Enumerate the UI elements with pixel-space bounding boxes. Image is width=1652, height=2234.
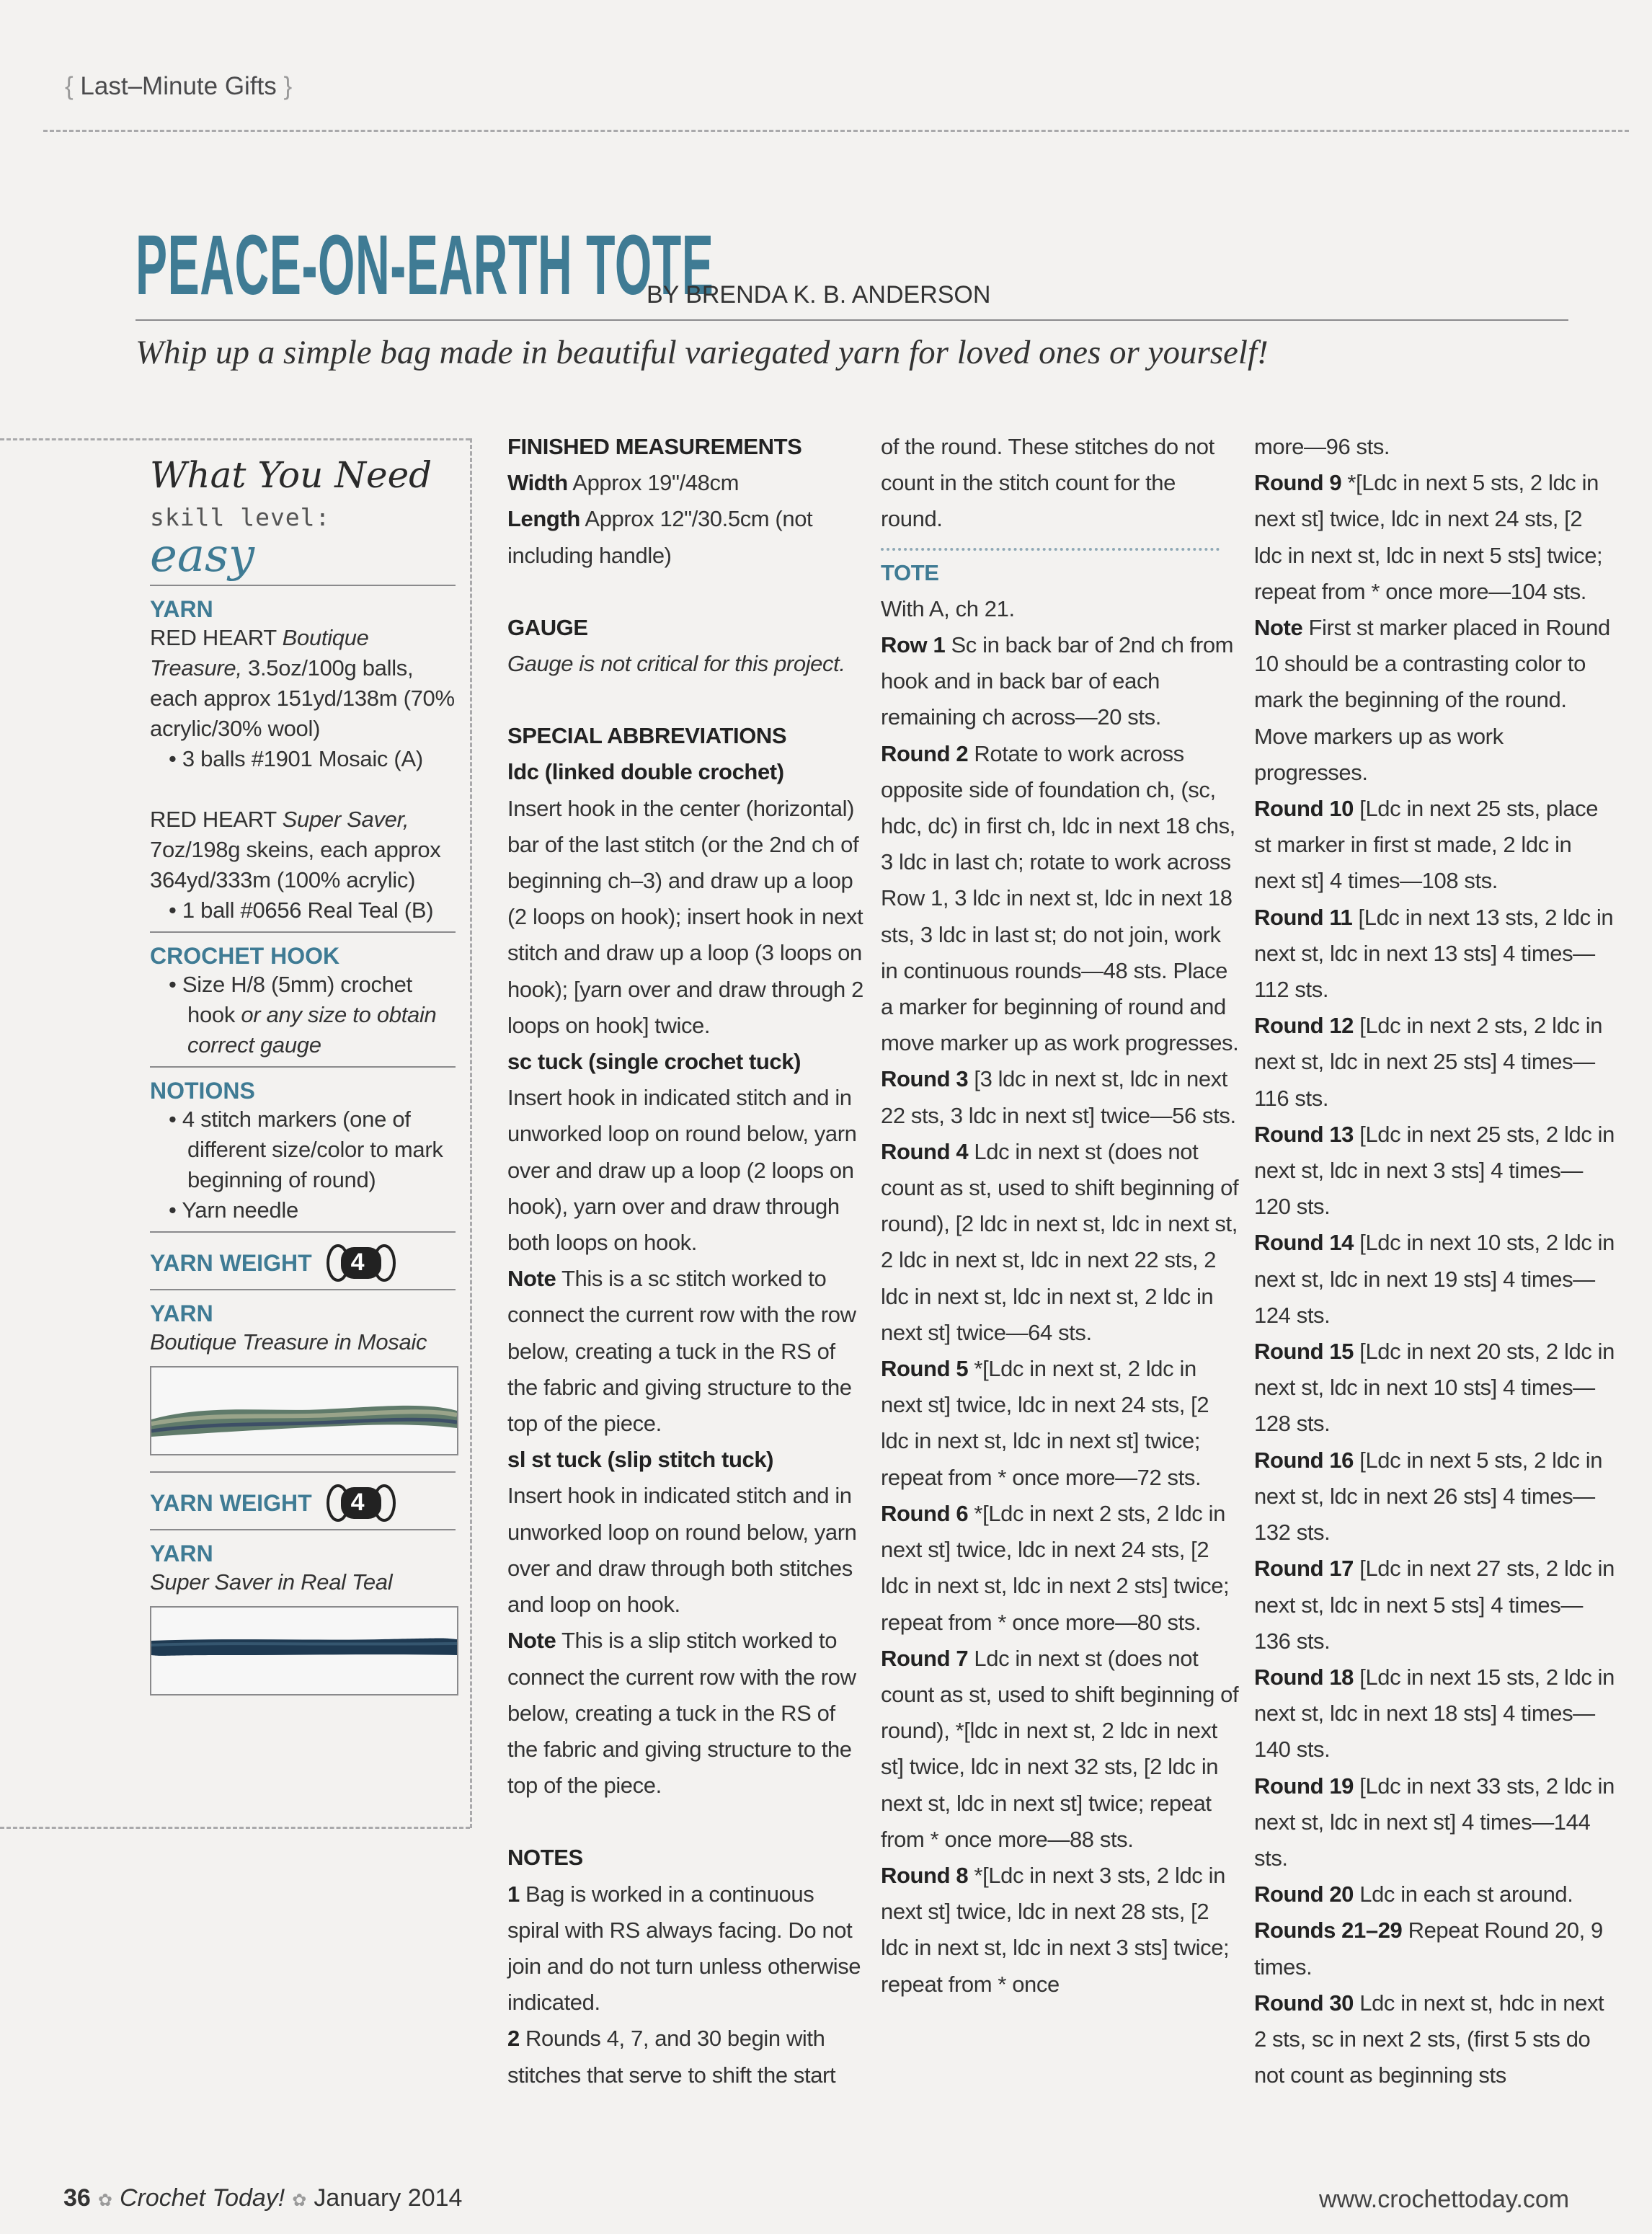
round-text: *[Ldc in next 2 sts, 2 ldc in next st] twice, ldc in next 24 sts, [2 ldc in next st, ldc in next 2 sts] twice; repeat from * once more—80 sts. (881, 1500, 1230, 1635)
gauge-heading: GAUGE (507, 614, 588, 640)
yarn-b-swatch-image (150, 1606, 458, 1696)
note-text: Rounds 4, 7, and 30 begin with stitches that serve to shift the start (507, 2026, 836, 2088)
magazine-name: Crochet Today! (119, 2184, 285, 2212)
yarn2-quantity-text: 1 ball #0656 Real Teal (B) (182, 897, 434, 923)
title-rule (136, 319, 1568, 321)
dotted-divider (881, 548, 1220, 551)
round-13 (1254, 1117, 1615, 1225)
round-text: [Ldc in next 5 sts, 2 ldc in next st, ldc in next 26 sts] 4 times—132 sts. (1254, 1447, 1603, 1546)
round-20 (1254, 1876, 1615, 1912)
round-text: [Ldc in next 13 sts, 2 ldc in next st, ldc in next 13 sts] 4 times—112 sts. (1254, 904, 1614, 1003)
what-you-need-sidebar (150, 440, 456, 1696)
round-7 (881, 1641, 1241, 1858)
row-text: Sc in back bar of 2nd ch from hook and in back bar of each remaining ch across—20 sts. (881, 632, 1234, 730)
round-label: Round 13 (1254, 1121, 1354, 1147)
sl-st-tuck-text: Insert hook in indicated stitch and in unworked loop on round below, yarn over and draw through both stitches and loop on hook. (507, 1483, 857, 1618)
yarn1-name: Boutique Treasure, (150, 625, 369, 681)
round-8 (881, 1858, 1241, 2003)
special-abbreviations-heading: SPECIAL ABBREVIATIONS (507, 723, 787, 749)
round-text: [Ldc in next 27 sts, 2 ldc in next st, ldc in next 5 sts] 4 times—136 sts. (1254, 1556, 1615, 1654)
page-number: 36 (63, 2184, 91, 2212)
yarn-a-swatch-image (150, 1366, 458, 1455)
separator-flower-icon: ✿ (97, 2191, 112, 2210)
note-text: This is a slip stitch worked to connect the current row with the row below, creating a tuck in the RS of the fabric and giving structure to the top of the piece. (507, 1628, 856, 1799)
round-14 (1254, 1225, 1615, 1334)
notion-markers: 4 stitch markers (one of different size/color to mark beginning of round) (182, 1107, 443, 1192)
notion-item: • 4 stitch markers (one of different size/color to mark beginning of round) (169, 1107, 443, 1192)
round-label: Round 8 (881, 1862, 969, 1888)
yarn-a-heading: YARN (150, 1300, 213, 1326)
yarn2-brand: RED HEART (150, 807, 283, 832)
round-label: Round 30 (1254, 1990, 1354, 2016)
yarn-a-caption: Boutique Treasure in Mosaic (150, 1329, 427, 1355)
round-17 (1254, 1551, 1615, 1659)
yarn1-brand: RED HEART (150, 625, 283, 650)
sidebar-rule (150, 1471, 456, 1473)
sidebar-bottom-border (0, 1827, 470, 1829)
round-label: Round 4 (881, 1138, 969, 1164)
yarn-weight-icon (325, 1483, 397, 1523)
round-text: Ldc in next st (does not count as st, used to shift beginning of round), *[ldc in next st, 2 ldc in next st] twice, ldc in next 32 sts, [2 ldc in next st, ldc in next st] twice; repeat from * once more—88 sts. (881, 1645, 1239, 1852)
hook-text: Size H/8 (5mm) crochet hook (182, 972, 412, 1027)
round-text: *[Ldc in next 3 sts, 2 ldc in next st] twice, ldc in next 28 sts, [2 ldc in next st, ldc in next 3 sts] twice; repeat from * once (881, 1862, 1230, 1997)
tote-heading: TOTE (881, 559, 939, 585)
note-text: First st marker placed in Round 10 should be a contrasting color to mark the beginning of the round. Move markers up as work progresses. (1254, 615, 1610, 785)
notion-item: • Yarn needle (169, 1197, 298, 1223)
spacer (150, 774, 456, 804)
round-5 (881, 1351, 1241, 1496)
width-spec (507, 465, 868, 501)
hook-gauge-note: or any size to obtain correct gauge (187, 1002, 437, 1058)
note-1 (507, 1876, 868, 2021)
round-label: Round 5 (881, 1356, 969, 1382)
notion-needle: Yarn needle (182, 1197, 298, 1223)
article-title: PEACE-ON-EARTH TOTE (136, 218, 714, 313)
round-label: Round 19 (1254, 1773, 1354, 1799)
sidebar-rule (150, 1529, 456, 1530)
round-label: Round 16 (1254, 1447, 1354, 1473)
spacer (507, 574, 868, 610)
yarn-b-caption: Super Saver in Real Teal (150, 1569, 393, 1595)
sidebar-rule (150, 931, 456, 933)
sidebar-rule (150, 1289, 456, 1290)
round-text: [Ldc in next 25 sts, 2 ldc in next st, ldc in next 3 sts] 4 times—120 sts. (1254, 1121, 1615, 1220)
notes-heading: NOTES (507, 1845, 583, 1871)
website-url: www.crochettoday.com (1319, 2186, 1570, 2213)
round-label: Round 17 (1254, 1556, 1354, 1582)
round-label: Round 7 (881, 1645, 969, 1671)
yarn1-description (150, 623, 456, 744)
note-label: Note (507, 1628, 556, 1654)
yarn-weight-number: 4 (350, 1249, 365, 1276)
yarn-weight-row (150, 1243, 456, 1283)
sidebar-rule (150, 1231, 456, 1233)
what-you-need-heading: What You Need (150, 454, 432, 496)
round-text: Ldc in next st, hdc in next 2 sts, sc in next 2 sts, (first 5 sts do not count as beginning sts (1254, 1990, 1604, 2088)
tote-intro: With A, ch 21. (881, 595, 1015, 621)
note-2 (507, 2021, 868, 2093)
round-text: Ldc in next st (does not count as st, used to shift beginning of round), [2 ldc in next st, ldc in next st, 2 ldc in next st, ldc in next 22 sts, 2 ldc in next st, ldc in next st, 2 ldc in next st] twice—64 sts. (881, 1138, 1239, 1345)
round-text: *[Ldc in next st, 2 ldc in next st] twice, ldc in next 24 sts, [2 ldc in next st, ldc in next st] twice; repeat from * once more—72 sts. (881, 1356, 1209, 1490)
section-label-text: Last–Minute Gifts (80, 72, 277, 100)
sl-st-tuck-note (507, 1623, 868, 1804)
ldc-heading: ldc (linked double crochet) (507, 759, 784, 785)
round-15 (1254, 1334, 1615, 1442)
hook-heading: CROCHET HOOK (150, 943, 340, 969)
yarn-heading: YARN (150, 596, 213, 622)
length-text: Approx 12"/30.5cm (not including handle) (507, 506, 813, 568)
section-label (65, 72, 292, 101)
byline: BY BRENDA K. B. ANDERSON (647, 281, 991, 309)
note-2-continued: of the round. These stitches do not count in the stitch count for the round. (881, 434, 1214, 532)
round-label: Round 11 (1254, 904, 1353, 930)
note-number: 2 (507, 2026, 520, 2052)
round-text: [Ldc in next 15 sts, 2 ldc in next st, ldc in next 18 sts] 4 times—140 sts. (1254, 1664, 1615, 1763)
round-text: *[Ldc in next 5 sts, 2 ldc in next st] twice, ldc in next 24 sts, [2 ldc in next st, ldc in next 5 sts] twice; repeat from * once more—104 sts. (1254, 470, 1603, 604)
round-label: Round 14 (1254, 1230, 1354, 1256)
note-text: This is a sc stitch worked to connect the current row with the row below, creating a tuck in the RS of the fabric and giving structure to the top of the piece. (507, 1266, 856, 1437)
sc-tuck-note (507, 1261, 868, 1442)
yarn-weight-row (150, 1483, 456, 1523)
round-9 (1254, 465, 1615, 610)
yarn1-quantity-text: 3 balls #1901 Mosaic (A) (182, 746, 423, 771)
yarn-weight-icon (325, 1243, 397, 1283)
round-label: Round 3 (881, 1066, 969, 1092)
round-4 (881, 1134, 1241, 1351)
yarn2-description (150, 804, 456, 895)
column-3 (1254, 429, 1615, 2093)
round-label: Round 12 (1254, 1013, 1354, 1039)
issue-date: January 2014 (314, 2184, 463, 2212)
round-text: [Ldc in next 25 sts, place st marker in first st made, 2 ldc in next st] 4 times—108 sts. (1254, 796, 1599, 894)
yarn-weight-label: YARN WEIGHT (150, 1489, 312, 1516)
yarn1-desc: 3.5oz/100g balls, each approx 151yd/138m (70% acrylic/30% wool) (150, 655, 455, 741)
round-text: Ldc in each st around. (1354, 1881, 1573, 1907)
round-label: Round 18 (1254, 1664, 1354, 1690)
width-text: Approx 19"/48cm (567, 470, 740, 496)
yarn-weight-number: 4 (350, 1489, 365, 1516)
sidebar-rule (150, 1066, 456, 1068)
note-number: 1 (507, 1881, 520, 1907)
round-18 (1254, 1659, 1615, 1768)
round-8-continued: more—96 sts. (1254, 434, 1390, 459)
round-label: Round 6 (881, 1500, 969, 1526)
subtitle: Whip up a simple bag made in beautiful variegated yarn for loved ones or yourself! (136, 334, 1269, 371)
round-30 (1254, 1985, 1615, 2094)
gauge-text: Gauge is not critical for this project. (507, 651, 845, 677)
round-2 (881, 736, 1241, 1062)
rounds-21-29 (1254, 1912, 1615, 1985)
row-label: Row 1 (881, 632, 946, 658)
round-text: Repeat Round 20, 9 times. (1254, 1918, 1603, 1980)
yarn2-name: Super Saver, (282, 807, 409, 832)
round-6 (881, 1496, 1241, 1641)
header-divider (43, 130, 1629, 132)
spacer (507, 1804, 868, 1840)
notions-heading: NOTIONS (150, 1078, 255, 1104)
column-2 (881, 429, 1241, 2003)
note-label: Note (1254, 615, 1303, 641)
length-spec (507, 501, 868, 573)
round-label: Rounds 21–29 (1254, 1918, 1403, 1943)
round-text: [Ldc in next 20 sts, 2 ldc in next st, ldc in next 10 sts] 4 times—128 sts. (1254, 1339, 1615, 1437)
skill-level-value: easy (150, 529, 255, 582)
sc-tuck-heading: sc tuck (single crochet tuck) (507, 1049, 801, 1075)
round-text: [3 ldc in next st, ldc in next 22 sts, 3 ldc in next st] twice—56 sts. (881, 1066, 1236, 1128)
note-label: Note (507, 1266, 556, 1292)
sc-tuck-text: Insert hook in indicated stitch and in unworked loop on round below, yarn over and draw up a loop (2 loops on hook), yarn over and draw through both loops on hook. (507, 1085, 857, 1256)
footer-folio (63, 2184, 462, 2212)
column-1 (507, 429, 868, 2093)
finished-measurements-heading: FINISHED MEASUREMENTS (507, 434, 802, 459)
yarn2-desc: 7oz/198g skeins, each approx 364yd/333m (100% acrylic) (150, 837, 441, 892)
row-1 (881, 627, 1241, 736)
round-text: Rotate to work across opposite side of foundation ch, (sc, hdc, dc) in first ch, ldc in next 18 chs, 3 ldc in last ch; rotate to work across Row 1, 3 ldc in next st, ldc in next 18 sts, 3 ldc in last st; do not join, work in continuous rounds—48 sts. Place a marker for beginning of round and move marker up as work progresses. (881, 740, 1239, 1056)
yarn-b-heading: YARN (150, 1541, 213, 1566)
round-text: [Ldc in next 33 sts, 2 ldc in next st, ldc in next st] 4 times—144 sts. (1254, 1773, 1615, 1871)
round-10 (1254, 791, 1615, 900)
round-text: [Ldc in next 2 sts, 2 ldc in next st, ldc in next 25 sts] 4 times—116 sts. (1254, 1013, 1603, 1111)
sl-st-tuck-heading: sl st tuck (slip stitch tuck) (507, 1447, 774, 1473)
round-label: Round 2 (881, 740, 969, 766)
note-text: Bag is worked in a continuous spiral with RS always facing. Do not join and do not turn unless otherwise indicated. (507, 1881, 861, 2016)
marker-note (1254, 610, 1615, 791)
round-3 (881, 1061, 1241, 1133)
round-label: Round 20 (1254, 1881, 1354, 1907)
round-16 (1254, 1442, 1615, 1551)
sidebar-right-border (470, 438, 472, 1828)
yarn-weight-label: YARN WEIGHT (150, 1249, 312, 1276)
length-label: Length (507, 506, 580, 532)
separator-flower-icon: ✿ (292, 2191, 307, 2210)
round-19 (1254, 1768, 1615, 1877)
round-text: [Ldc in next 10 sts, 2 ldc in next st, ldc in next 19 sts] 4 times—124 sts. (1254, 1230, 1615, 1328)
skill-level-label: skill level: (150, 503, 331, 531)
round-12 (1254, 1008, 1615, 1117)
round-label: Round 15 (1254, 1339, 1354, 1365)
bracket-close: } (276, 72, 293, 100)
round-label: Round 10 (1254, 796, 1354, 822)
yarn1-quantity: • 3 balls #1901 Mosaic (A) (169, 746, 423, 771)
yarn2-quantity: • 1 ball #0656 Real Teal (B) (169, 897, 434, 923)
width-label: Width (507, 470, 568, 496)
round-label: Round 9 (1254, 470, 1342, 496)
round-11 (1254, 900, 1615, 1009)
ldc-text: Insert hook in the center (horizontal) bar of the last stitch (or the 2nd ch of beginning ch–3) and draw up a loop (2 loops on hook); insert hook in next stitch and draw up a loop (3 loops on hook); [yarn over and draw through 2 loops on hook] twice. (507, 795, 863, 1038)
hook-item: • Size H/8 (5mm) crochet hook or any size to obtain correct gauge (169, 972, 437, 1058)
bracket-open: { (65, 72, 81, 100)
sidebar-rule (150, 585, 456, 586)
spacer (507, 682, 868, 718)
